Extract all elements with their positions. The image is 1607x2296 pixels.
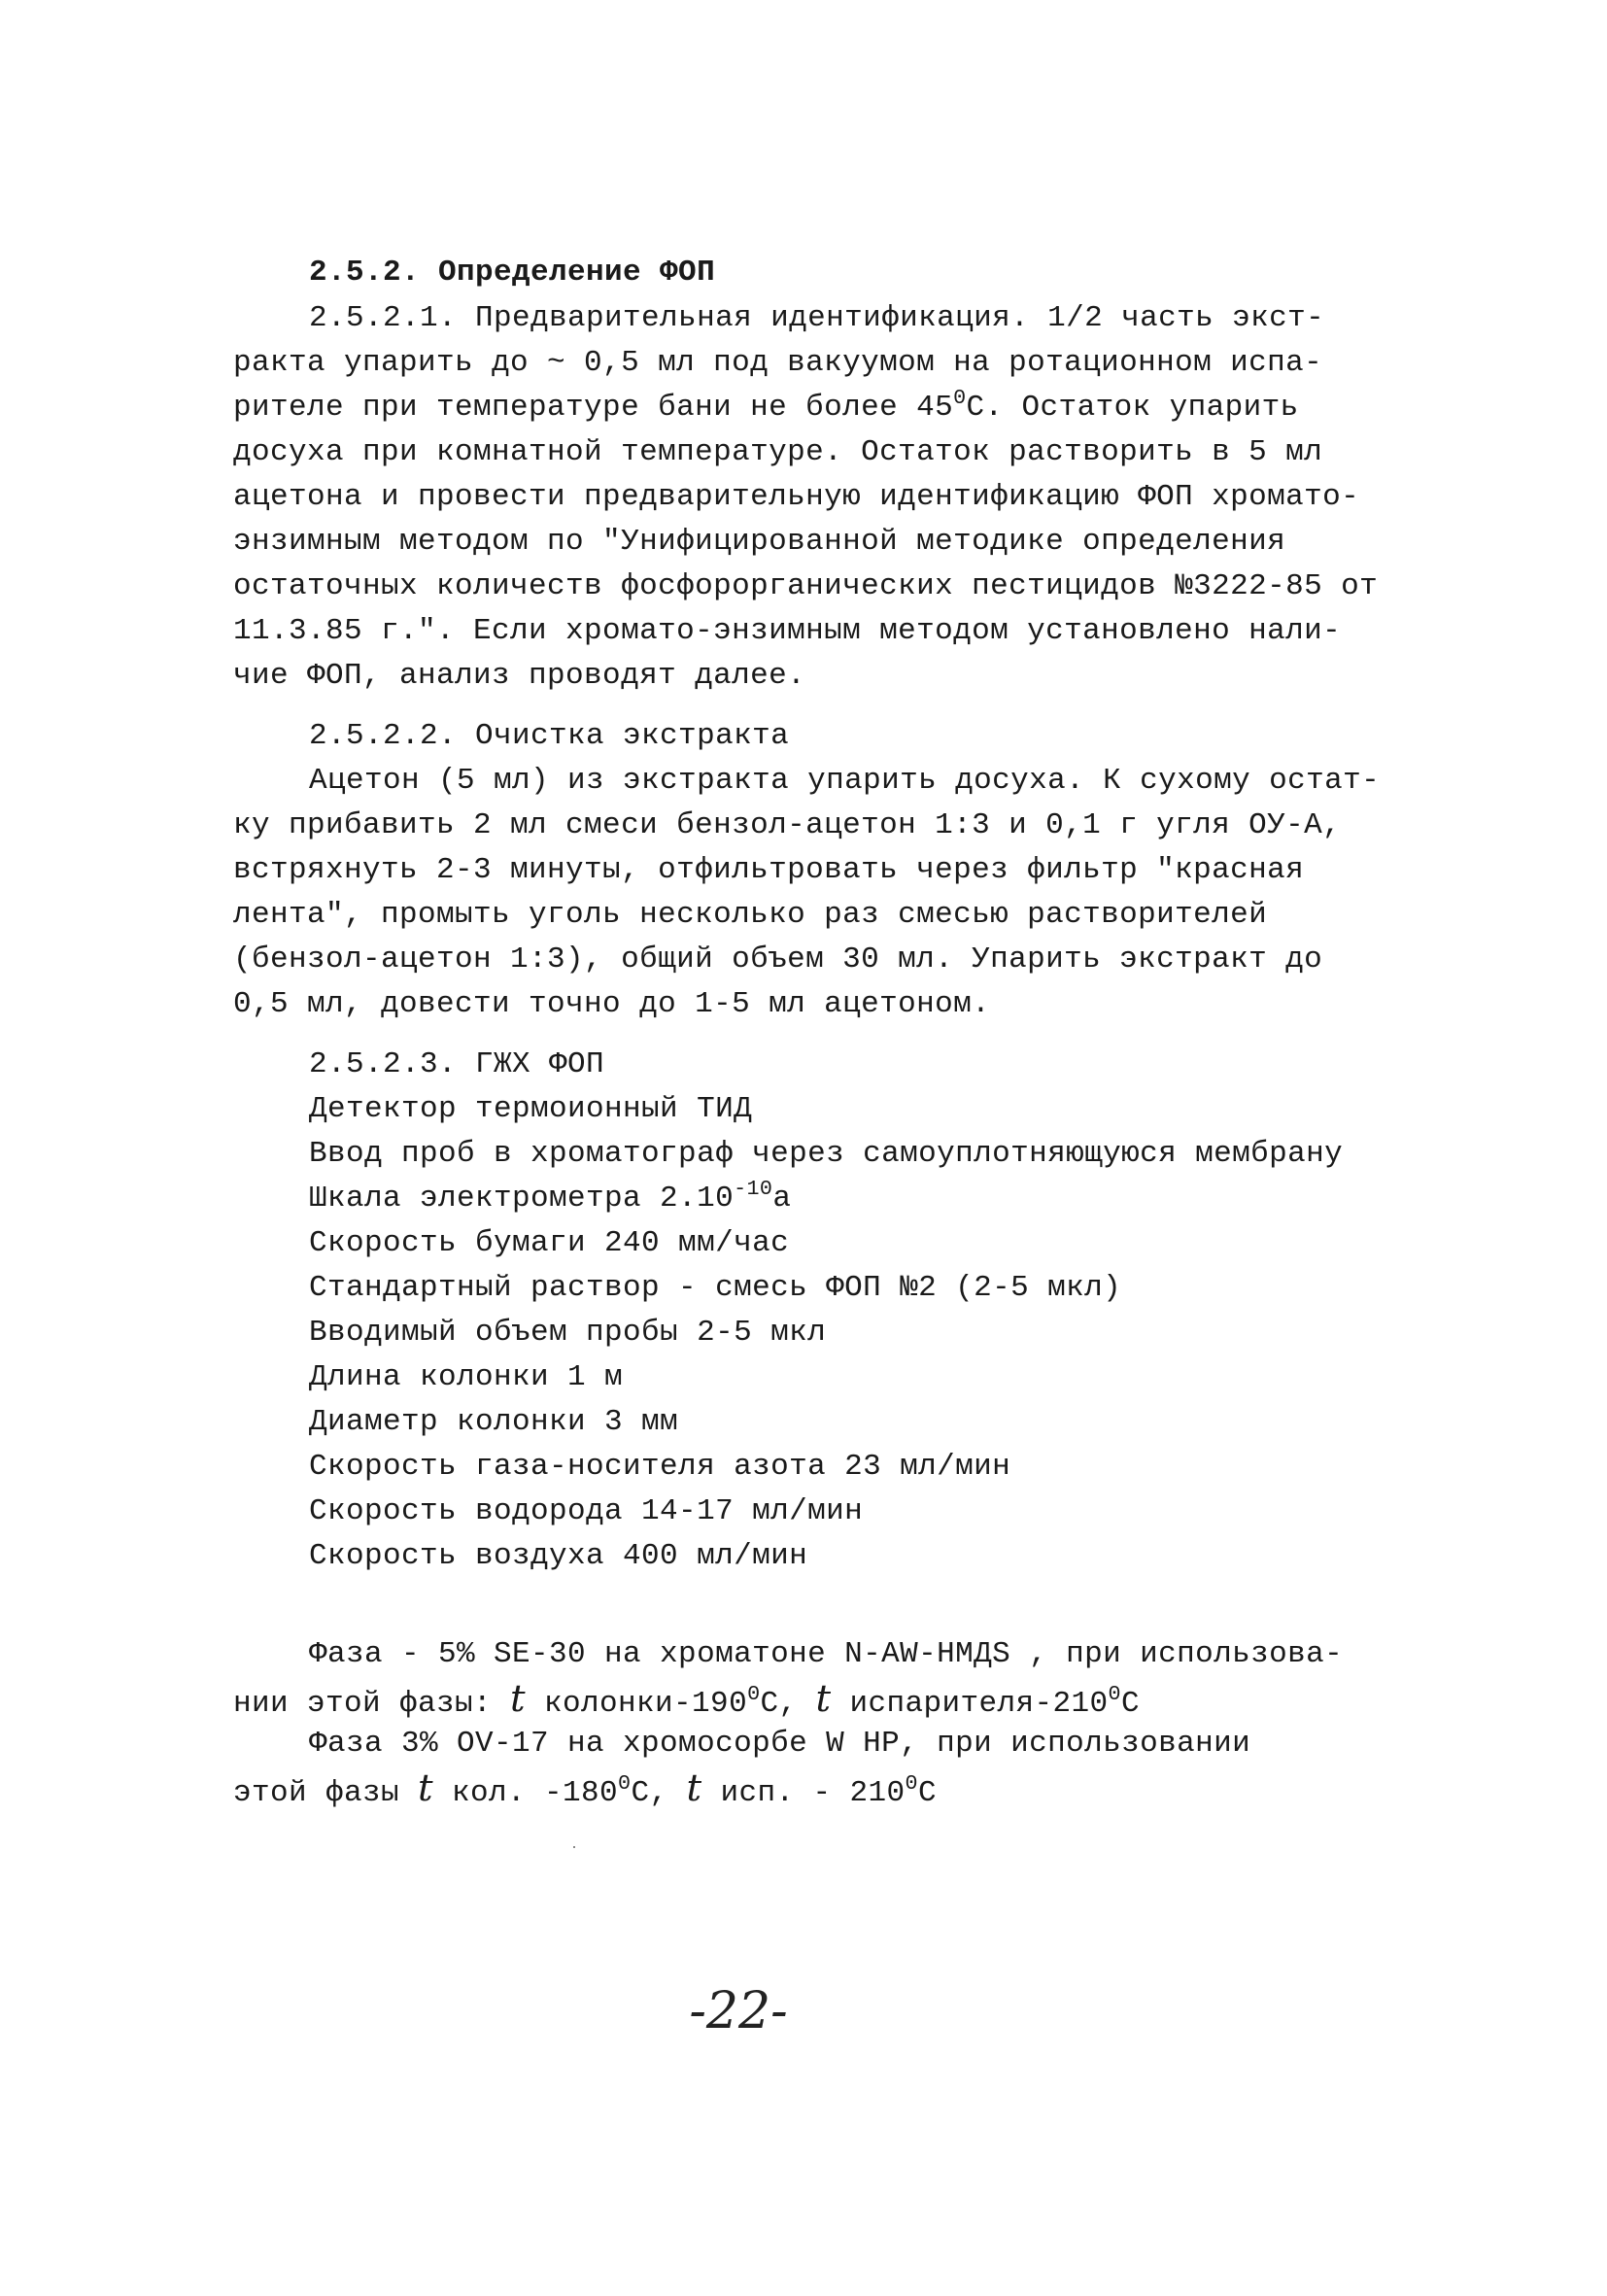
gc-param-carrier-gas: Скорость газа-носителя азота 23 мл/мин [309, 1450, 1011, 1484]
prelim-line-3-text: рителе при температуре бани не более 45 [233, 391, 954, 425]
degree-sup: 0 [953, 386, 967, 411]
gc-scale-exponent: -10 [734, 1177, 773, 1202]
phase-2-end: С [917, 1776, 937, 1810]
phase-1-line-2 [233, 1677, 1140, 1727]
phase-2-line-1: Фаза 3% OV-17 на хромосорбе W HP, при использовании [309, 1727, 1251, 1761]
gc-param-column-length: Длина колонки 1 м [309, 1360, 624, 1394]
t-symbol: t [815, 1677, 832, 1721]
phase-1-column-temp: колонки-190 [526, 1687, 748, 1721]
phase-1-evaporator-temp: испарителя-210 [831, 1687, 1109, 1721]
prelim-line-1: 2.5.2.1. Предварительная идентификация. 1/2 часть экст- [309, 301, 1325, 335]
cleanup-line-1: Ацетон (5 мл) из экстракта упарить досуха. К сухому остат- [309, 764, 1381, 798]
gc-param-paper-speed: Скорость бумаги 240 мм/час [309, 1226, 790, 1260]
cleanup-line-6: 0,5 мл, довести точно до 1-5 мл ацетоном. [233, 987, 991, 1021]
gc-param-standard: Стандартный раствор - смесь ФОП №2 (2-5 мкл) [309, 1271, 1122, 1305]
page-number: -22- [689, 1982, 788, 2040]
prelim-line-2: ракта упарить до ~ 0,5 мл под вакуумом на ротационном испа- [233, 346, 1323, 380]
degree-sup: 0 [747, 1682, 761, 1707]
t-symbol: t [418, 1766, 434, 1810]
phase-2-column-temp: кол. -180 [433, 1776, 619, 1810]
t-symbol: t [686, 1766, 702, 1810]
cleanup-line-3: встряхнуть 2-3 минуты, отфильтровать через фильтр "красная [233, 853, 1305, 887]
phase-1-mid: С, [760, 1687, 816, 1721]
phase-2-evaporator-temp: исп. - 210 [701, 1776, 906, 1810]
degree-sup: 0 [1108, 1682, 1121, 1707]
scan-speck [573, 1846, 575, 1848]
prelim-line-4: досуха при комнатной температуре. Остаток растворить в 5 мл [233, 435, 1323, 469]
prelim-line-3-rest: С. Остаток упарить [966, 391, 1299, 425]
phase-1-end: С [1120, 1687, 1140, 1721]
prelim-line-3 [233, 386, 1299, 430]
cleanup-title: 2.5.2.2. Очистка экстракта [309, 719, 790, 753]
gc-scale-unit: а [772, 1182, 792, 1216]
cleanup-line-4: лента", промыть уголь несколько раз смесью растворителей [233, 898, 1268, 932]
phase-2-line-2 [233, 1766, 937, 1816]
prelim-line-5: ацетона и провести предварительную идентификацию ФОП хромато- [233, 480, 1360, 514]
gc-param-hydrogen: Скорость водорода 14-17 мл/мин [309, 1494, 864, 1528]
phase-2-mid: С, [631, 1776, 687, 1810]
phase-2-prefix: этой фазы [233, 1776, 419, 1810]
cleanup-line-2: ку прибавить 2 мл смеси бензол-ацетон 1:3 и 0,1 г угля ОУ-А, [233, 808, 1342, 842]
gc-title: 2.5.2.3. ГЖХ ФОП [309, 1047, 605, 1081]
degree-sup: 0 [618, 1771, 632, 1797]
gc-param-scale [309, 1177, 791, 1221]
phase-1-prefix: нии этой фазы: [233, 1687, 511, 1721]
gc-param-air: Скорость воздуха 400 мл/мин [309, 1539, 808, 1573]
t-symbol: t [510, 1677, 527, 1721]
gc-param-injection: Ввод проб в хроматограф через самоуплотняющуюся мембрану [309, 1137, 1344, 1171]
gc-param-detector: Детектор термоионный ТИД [309, 1092, 753, 1126]
prelim-line-9: чие ФОП, анализ проводят далее. [233, 659, 806, 693]
prelim-line-8: 11.3.85 г.". Если хромато-энзимным методом установлено нали- [233, 614, 1342, 648]
prelim-line-6: энзимным методом по "Унифицированной методике определения [233, 525, 1286, 559]
gc-param-volume: Вводимый объем пробы 2-5 мкл [309, 1316, 827, 1350]
degree-sup: 0 [905, 1771, 918, 1797]
gc-scale-label: Шкала электрометра 2.10 [309, 1182, 735, 1216]
cleanup-line-5: (бензол-ацетон 1:3), общий объем 30 мл. Упарить экстракт до [233, 942, 1323, 977]
prelim-line-7: остаточных количеств фосфорорганических пестицидов №3222-85 от [233, 569, 1379, 603]
section-heading: 2.5.2. Определение ФОП [309, 256, 716, 290]
phase-1-line-1: Фаза - 5% SE-30 на хроматоне N-AW-HMДS , при использова- [309, 1637, 1344, 1671]
gc-param-column-diameter: Диаметр колонки 3 мм [309, 1405, 679, 1439]
